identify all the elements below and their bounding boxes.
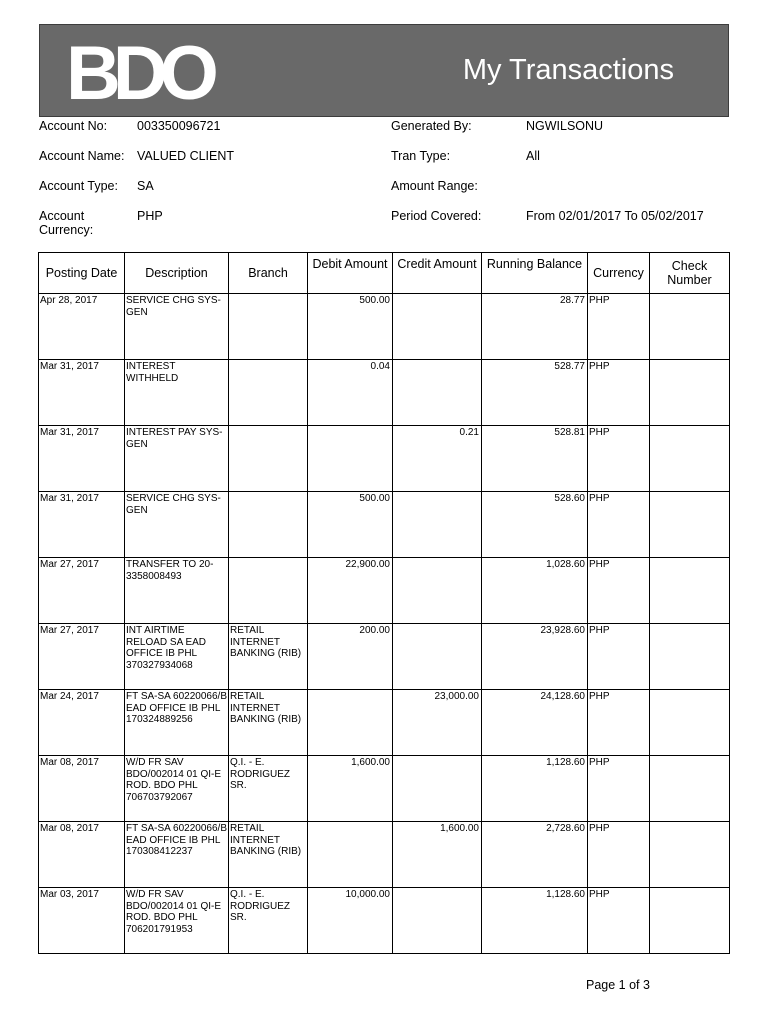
col-header-branch: Branch	[229, 253, 308, 294]
branch-cell: RETAIL INTERNET BANKING (RIB)	[229, 822, 308, 888]
description-cell: TRANSFER TO 20-3358008493	[125, 558, 229, 624]
credit-cell: 0.21	[393, 426, 482, 492]
debit-cell	[308, 690, 393, 756]
table-row	[39, 294, 730, 360]
col-header-check-number: Check Number	[650, 253, 730, 294]
currency-cell: PHP	[588, 426, 650, 492]
posting-date-cell: Mar 27, 2017	[39, 624, 125, 690]
currency-cell: PHP	[588, 492, 650, 558]
period-covered-label: Period Covered:	[391, 209, 482, 223]
debit-cell: 10,000.00	[308, 888, 393, 954]
currency-cell: PHP	[588, 294, 650, 360]
posting-date-cell: Mar 03, 2017	[39, 888, 125, 954]
check-number-cell	[650, 888, 730, 954]
credit-cell	[393, 756, 482, 822]
table-row	[39, 426, 730, 492]
table-row	[39, 624, 730, 690]
bdo-logo: BDO	[66, 31, 211, 116]
branch-cell	[229, 558, 308, 624]
debit-cell: 200.00	[308, 624, 393, 690]
table-row	[39, 360, 730, 426]
balance-cell: 528.81	[482, 426, 588, 492]
col-header-debit-amount: Debit Amount	[308, 253, 393, 294]
page-title: My Transactions	[462, 54, 674, 86]
check-number-cell	[650, 624, 730, 690]
account-no-label: Account No:	[39, 119, 108, 133]
posting-date-cell: Mar 31, 2017	[39, 360, 125, 426]
check-number-cell	[650, 426, 730, 492]
credit-cell	[393, 360, 482, 426]
account-name-value: VALUED CLIENT	[137, 149, 235, 163]
balance-cell: 24,128.60	[482, 690, 588, 756]
branch-cell: RETAIL INTERNET BANKING (RIB)	[229, 624, 308, 690]
description-cell: INT AIRTIME RELOAD SA EAD OFFICE IB PHL 370327934068	[125, 624, 229, 690]
description-cell: FT SA-SA 60220066/B EAD OFFICE IB PHL 170324889256	[125, 690, 229, 756]
credit-cell: 23,000.00	[393, 690, 482, 756]
currency-cell: PHP	[588, 558, 650, 624]
branch-cell	[229, 426, 308, 492]
description-cell: INTEREST PAY SYS-GEN	[125, 426, 229, 492]
posting-date-cell: Mar 27, 2017	[39, 558, 125, 624]
balance-cell: 528.77	[482, 360, 588, 426]
tran-type-label: Tran Type:	[391, 149, 451, 163]
posting-date-cell: Mar 31, 2017	[39, 426, 125, 492]
currency-cell: PHP	[588, 624, 650, 690]
debit-cell: 1,600.00	[308, 756, 393, 822]
credit-cell	[393, 888, 482, 954]
credit-cell	[393, 624, 482, 690]
credit-cell: 1,600.00	[393, 822, 482, 888]
debit-cell	[308, 822, 393, 888]
description-cell: INTEREST WITHHELD	[125, 360, 229, 426]
transactions-table	[38, 252, 730, 954]
branch-cell	[229, 492, 308, 558]
description-cell: SERVICE CHG SYS-GEN	[125, 492, 229, 558]
posting-date-cell: Mar 24, 2017	[39, 690, 125, 756]
balance-cell: 528.60	[482, 492, 588, 558]
balance-cell: 1,128.60	[482, 888, 588, 954]
generated-by-label: Generated By:	[391, 119, 472, 133]
table-row	[39, 558, 730, 624]
page-indicator: Page 1 of 3	[586, 978, 650, 992]
credit-cell	[393, 492, 482, 558]
check-number-cell	[650, 558, 730, 624]
check-number-cell	[650, 822, 730, 888]
account-no-value: 003350096721	[137, 119, 221, 133]
branch-cell	[229, 360, 308, 426]
balance-cell: 28.77	[482, 294, 588, 360]
credit-cell	[393, 294, 482, 360]
col-header-credit-amount: Credit Amount	[393, 253, 482, 294]
currency-cell: PHP	[588, 756, 650, 822]
description-cell: SERVICE CHG SYS-GEN	[125, 294, 229, 360]
col-header-running-balance: Running Balance	[482, 253, 588, 294]
currency-cell: PHP	[588, 888, 650, 954]
posting-date-cell: Mar 08, 2017	[39, 822, 125, 888]
description-cell: FT SA-SA 60220066/B EAD OFFICE IB PHL 170308412237	[125, 822, 229, 888]
currency-cell: PHP	[588, 690, 650, 756]
account-type-label: Account Type:	[39, 179, 118, 193]
col-header-description: Description	[125, 253, 229, 294]
balance-cell: 23,928.60	[482, 624, 588, 690]
branch-cell: Q.I. - E. RODRIGUEZ SR.	[229, 756, 308, 822]
check-number-cell	[650, 492, 730, 558]
header-banner	[39, 24, 729, 117]
table-header-row	[39, 253, 730, 294]
table-row	[39, 492, 730, 558]
table-row	[39, 888, 730, 954]
debit-cell	[308, 426, 393, 492]
generated-by-value: NGWILSONU	[526, 119, 604, 133]
posting-date-cell: Mar 31, 2017	[39, 492, 125, 558]
check-number-cell	[650, 294, 730, 360]
branch-cell: RETAIL INTERNET BANKING (RIB)	[229, 690, 308, 756]
table-row	[39, 756, 730, 822]
period-covered-value: From 02/01/2017 To 05/02/2017	[526, 209, 704, 223]
balance-cell: 1,028.60	[482, 558, 588, 624]
account-type-value: SA	[137, 179, 154, 193]
col-header-currency: Currency	[588, 253, 650, 294]
tran-type-value: All	[526, 149, 540, 163]
debit-cell: 0.04	[308, 360, 393, 426]
posting-date-cell: Mar 08, 2017	[39, 756, 125, 822]
check-number-cell	[650, 756, 730, 822]
description-cell: W/D FR SAV BDO/002014 01 QI-E ROD. BDO PHL 706703792067	[125, 756, 229, 822]
account-currency-label: Account Currency:	[39, 209, 94, 237]
debit-cell: 500.00	[308, 294, 393, 360]
table-row	[39, 690, 730, 756]
description-cell: W/D FR SAV BDO/002014 01 QI-E ROD. BDO PHL 706201791953	[125, 888, 229, 954]
posting-date-cell: Apr 28, 2017	[39, 294, 125, 360]
debit-cell: 22,900.00	[308, 558, 393, 624]
account-name-label: Account Name:	[39, 149, 125, 163]
debit-cell: 500.00	[308, 492, 393, 558]
amount-range-label: Amount Range:	[391, 179, 478, 193]
branch-cell	[229, 294, 308, 360]
branch-cell: Q.I. - E. RODRIGUEZ SR.	[229, 888, 308, 954]
balance-cell: 1,128.60	[482, 756, 588, 822]
balance-cell: 2,728.60	[482, 822, 588, 888]
credit-cell	[393, 558, 482, 624]
check-number-cell	[650, 690, 730, 756]
col-header-posting-date: Posting Date	[39, 253, 125, 294]
check-number-cell	[650, 360, 730, 426]
currency-cell: PHP	[588, 360, 650, 426]
currency-cell: PHP	[588, 822, 650, 888]
table-row	[39, 822, 730, 888]
account-currency-value: PHP	[137, 209, 163, 223]
